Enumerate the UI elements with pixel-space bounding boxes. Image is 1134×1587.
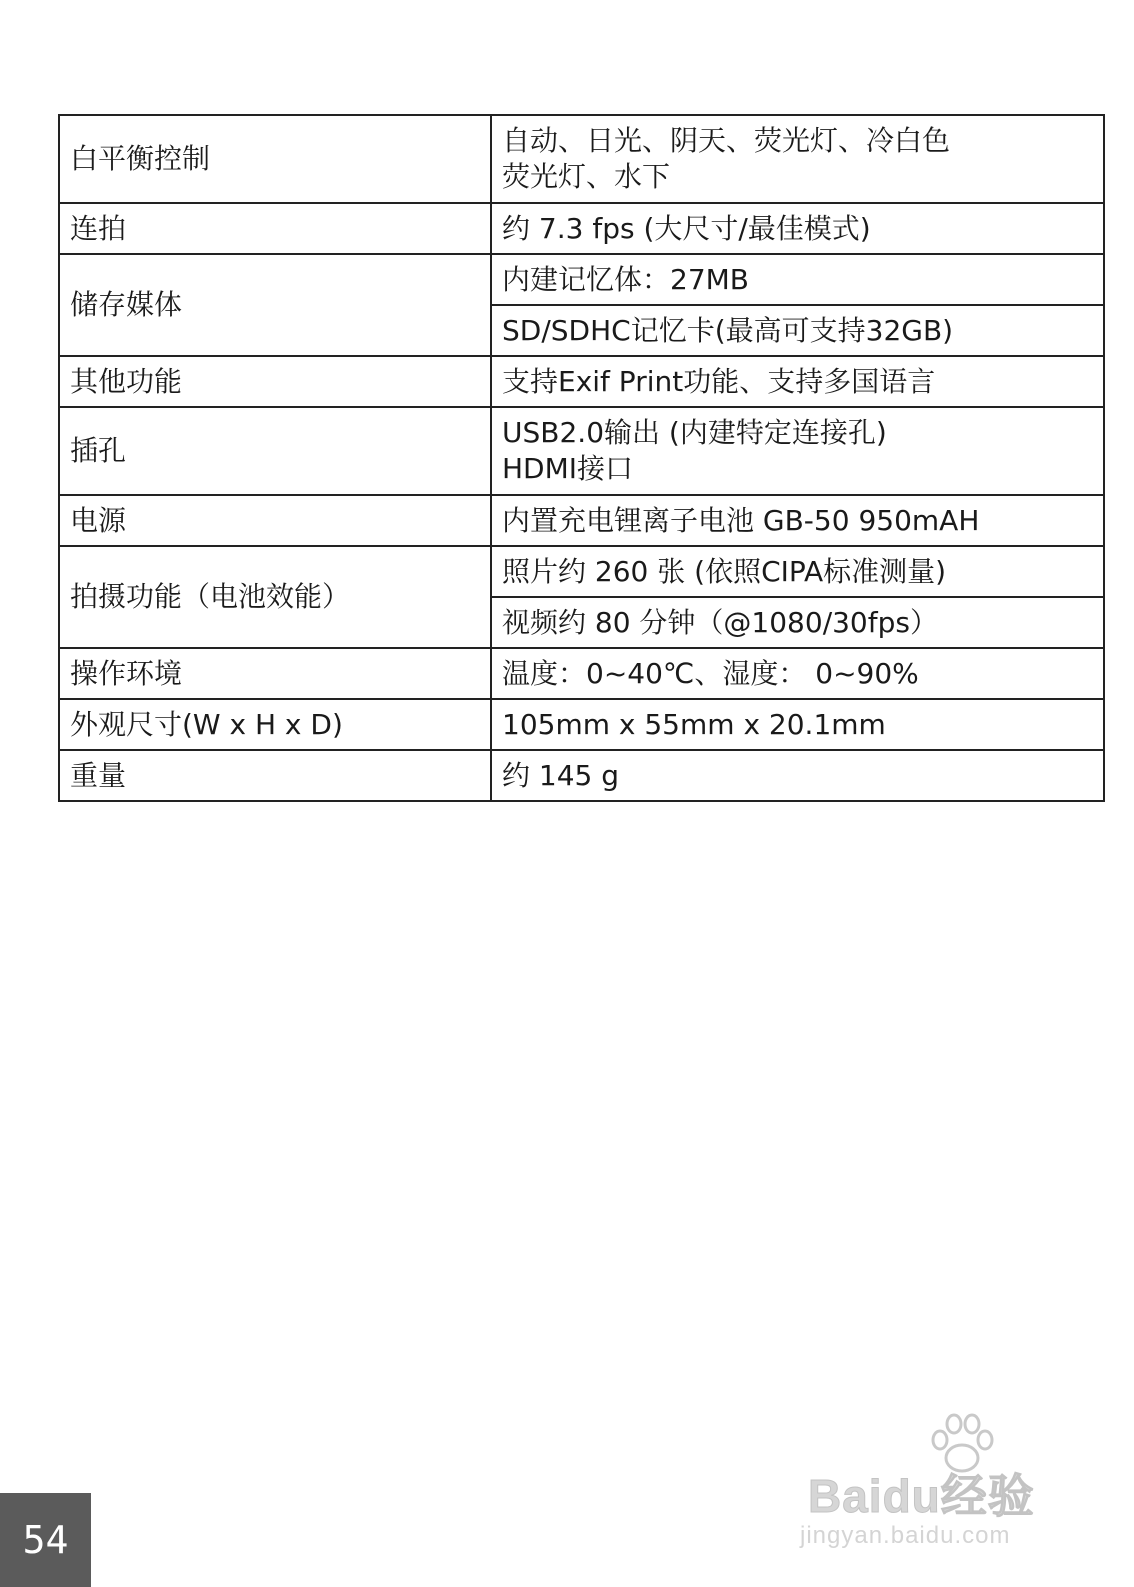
spec-label: 其他功能 xyxy=(59,356,491,407)
spec-label: 拍摄功能（电池效能） xyxy=(59,546,491,648)
spec-label: 连拍 xyxy=(59,203,491,254)
spec-label: 白平衡控制 xyxy=(59,115,491,203)
spec-value: 照片约 260 张 (依照CIPA标准测量) xyxy=(491,546,1104,597)
table-row xyxy=(59,546,1104,597)
page-number: 54 xyxy=(0,1493,91,1587)
spec-value: 自动、日光、阴天、荧光灯、冷白色 荧光灯、水下 xyxy=(491,115,1104,203)
table-row xyxy=(59,699,1104,750)
baidu-jingyan-watermark xyxy=(790,1410,1080,1560)
spec-label: 外观尺寸(W x H x D) xyxy=(59,699,491,750)
spec-label: 操作环境 xyxy=(59,648,491,699)
table-row xyxy=(59,648,1104,699)
spec-label: 重量 xyxy=(59,750,491,801)
watermark-logo: Baidu经验 xyxy=(808,1470,1035,1522)
spec-value: 105mm x 55mm x 20.1mm xyxy=(491,699,1104,750)
table-row xyxy=(59,356,1104,407)
table-row xyxy=(59,203,1104,254)
spec-value: 视频约 80 分钟（@1080/30fps） xyxy=(491,597,1104,648)
spec-value: 内建记忆体：27MB xyxy=(491,254,1104,305)
spec-label: 储存媒体 xyxy=(59,254,491,356)
table-row xyxy=(59,407,1104,495)
spec-value: 约 145 g xyxy=(491,750,1104,801)
table-row xyxy=(59,750,1104,801)
spec-label: 电源 xyxy=(59,495,491,546)
table-row xyxy=(59,254,1104,305)
spec-label: 插孔 xyxy=(59,407,491,495)
spec-value: 温度：0~40℃、湿度： 0~90% xyxy=(491,648,1104,699)
spec-value: 内置充电锂离子电池 GB-50 950mAH xyxy=(491,495,1104,546)
watermark-url: jingyan.baidu.com xyxy=(800,1522,1011,1549)
spec-table xyxy=(58,114,1105,802)
table-row xyxy=(59,495,1104,546)
spec-value: 支持Exif Print功能、支持多国语言 xyxy=(491,356,1104,407)
table-row xyxy=(59,115,1104,203)
spec-value: SD/SDHC记忆卡(最高可支持32GB) xyxy=(491,305,1104,356)
spec-value: USB2.0输出 (内建特定连接孔) HDMI接口 xyxy=(491,407,1104,495)
spec-value: 约 7.3 fps (大尺寸/最佳模式) xyxy=(491,203,1104,254)
